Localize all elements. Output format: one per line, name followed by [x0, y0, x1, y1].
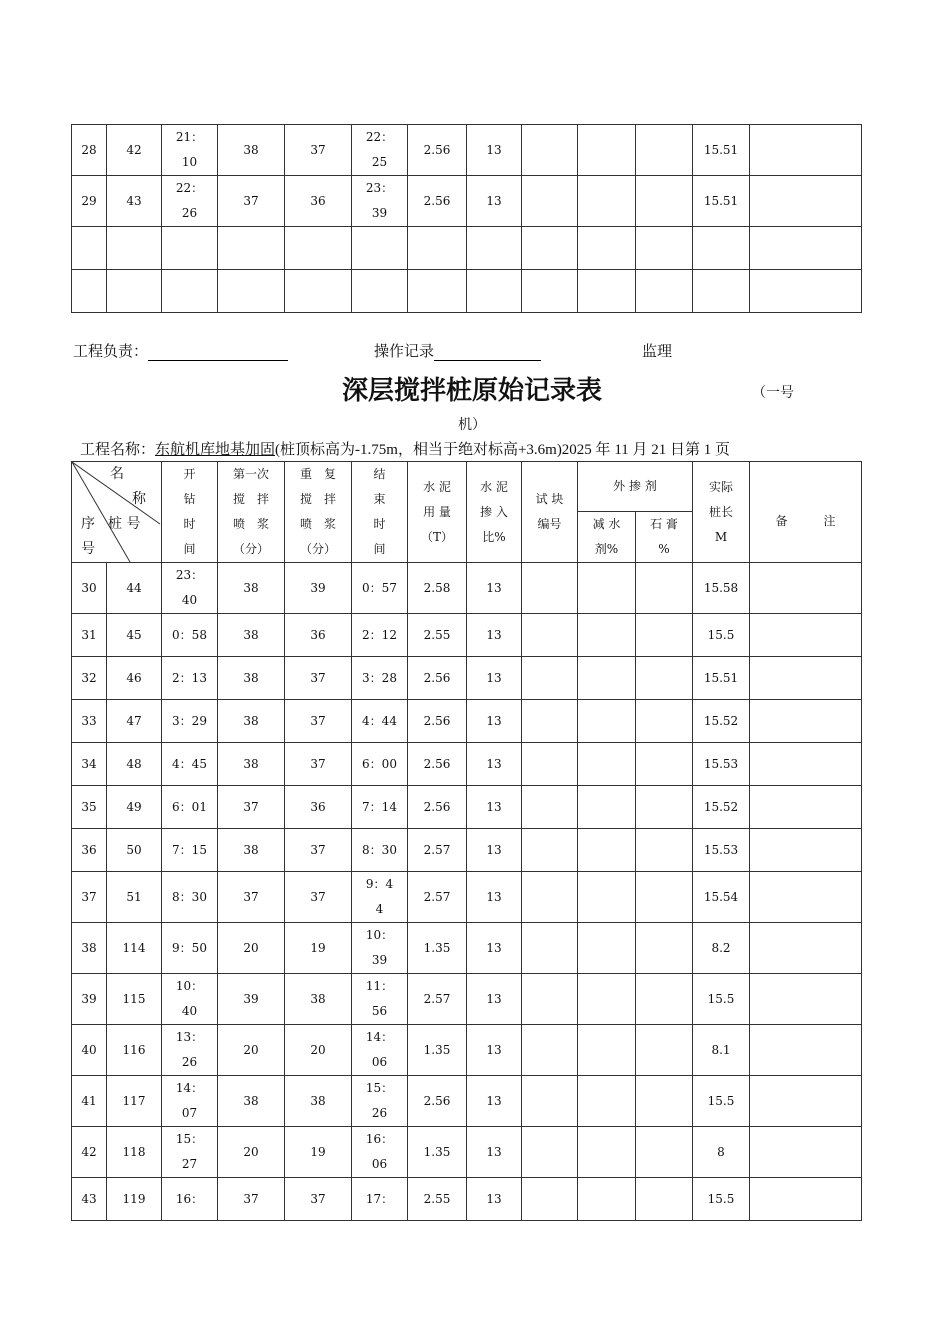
pile-cell: [107, 270, 162, 313]
first-mix-cell: 38: [218, 563, 285, 614]
ratio-cell: 13: [467, 829, 522, 872]
cement-cell: 2.58: [408, 563, 467, 614]
cement-cell: 2.57: [408, 974, 467, 1025]
cement-cell: 1.35: [408, 1025, 467, 1076]
end-time-cell: 0：57: [352, 563, 408, 614]
block-cell: [522, 563, 578, 614]
ratio-cell: 13: [467, 614, 522, 657]
first-mix-cell: 37: [218, 786, 285, 829]
repeat-mix-cell: 37: [285, 125, 352, 176]
start-time-cell: 7：15: [162, 829, 218, 872]
first-mix-cell: 37: [218, 176, 285, 227]
machine-label: （一号: [752, 385, 794, 401]
supervisor-signature: [642, 340, 672, 361]
length-cell: 15.51: [693, 176, 750, 227]
table-row: [72, 227, 862, 270]
pile-cell: 115: [107, 974, 162, 1025]
first-mix-cell: [218, 227, 285, 270]
note-cell: [750, 563, 862, 614]
end-time-cell: 7：14: [352, 786, 408, 829]
start-time-cell: 22： 26: [162, 176, 218, 227]
start-time-cell: 0：58: [162, 614, 218, 657]
ratio-cell: 13: [467, 872, 522, 923]
ratio-cell: 13: [467, 125, 522, 176]
gypsum-cell: [636, 786, 693, 829]
note-cell: [750, 1178, 862, 1221]
repeat-mix-cell: [285, 270, 352, 313]
pile-cell: 44: [107, 563, 162, 614]
header-repeat: 重 复 搅 拌 喷 浆 （分）: [285, 462, 352, 563]
note-cell: [750, 657, 862, 700]
pile-cell: 48: [107, 743, 162, 786]
start-time-cell: [162, 270, 218, 313]
start-time-cell: 13： 26: [162, 1025, 218, 1076]
first-mix-cell: 38: [218, 829, 285, 872]
block-cell: [522, 700, 578, 743]
ratio-cell: 13: [467, 743, 522, 786]
gypsum-cell: [636, 1178, 693, 1221]
length-cell: 15.5: [693, 1076, 750, 1127]
cement-cell: 2.55: [408, 614, 467, 657]
project-label: 工程名称：: [80, 442, 156, 458]
seq-cell: 41: [72, 1076, 107, 1127]
repeat-mix-cell: 20: [285, 1025, 352, 1076]
end-time-cell: 23： 39: [352, 176, 408, 227]
start-time-cell: 16：: [162, 1178, 218, 1221]
gypsum-cell: [636, 125, 693, 176]
first-mix-cell: 38: [218, 614, 285, 657]
first-mix-cell: 37: [218, 1178, 285, 1221]
cement-cell: 2.56: [408, 786, 467, 829]
end-time-cell: 2：12: [352, 614, 408, 657]
seq-cell: 40: [72, 1025, 107, 1076]
table-row: [72, 829, 862, 872]
length-cell: 15.5: [693, 974, 750, 1025]
pile-cell: 117: [107, 1076, 162, 1127]
table-row: [72, 125, 862, 176]
header-end: 结 束 时 间: [352, 462, 408, 563]
start-time-cell: 2：13: [162, 657, 218, 700]
ratio-cell: [467, 270, 522, 313]
ratio-cell: 13: [467, 786, 522, 829]
ratio-cell: 13: [467, 923, 522, 974]
end-time-cell: 17：: [352, 1178, 408, 1221]
reducer-cell: [578, 700, 636, 743]
cement-cell: 2.57: [408, 872, 467, 923]
start-time-cell: 23： 40: [162, 563, 218, 614]
pile-cell: 45: [107, 614, 162, 657]
reducer-cell: [578, 872, 636, 923]
reducer-cell: [578, 270, 636, 313]
note-cell: [750, 872, 862, 923]
repeat-mix-cell: 37: [285, 872, 352, 923]
seq-cell: 29: [72, 176, 107, 227]
pile-cell: [107, 227, 162, 270]
ratio-cell: 13: [467, 176, 522, 227]
gypsum-cell: [636, 829, 693, 872]
pile-cell: 118: [107, 1127, 162, 1178]
start-time-cell: 8：30: [162, 872, 218, 923]
header-gypsum: 石 膏 %: [636, 512, 693, 563]
seq-cell: 35: [72, 786, 107, 829]
start-time-cell: 15： 27: [162, 1127, 218, 1178]
reducer-cell: [578, 1127, 636, 1178]
length-cell: [693, 270, 750, 313]
repeat-mix-cell: 38: [285, 974, 352, 1025]
repeat-mix-cell: 36: [285, 614, 352, 657]
engineer-label: 工程负责：: [73, 344, 149, 360]
table-row: [72, 700, 862, 743]
header-cement: 水 泥 用 量 （T）: [408, 462, 467, 563]
start-time-cell: 6：01: [162, 786, 218, 829]
table-row: [72, 657, 862, 700]
repeat-mix-cell: 37: [285, 829, 352, 872]
table-row: [72, 270, 862, 313]
cement-cell: 2.57: [408, 829, 467, 872]
repeat-mix-cell: 37: [285, 657, 352, 700]
seq-cell: 36: [72, 829, 107, 872]
note-cell: [750, 1076, 862, 1127]
reducer-cell: [578, 563, 636, 614]
length-cell: 15.53: [693, 743, 750, 786]
block-cell: [522, 657, 578, 700]
pile-cell: 43: [107, 176, 162, 227]
table-row: [72, 176, 862, 227]
seq-cell: [72, 227, 107, 270]
repeat-mix-cell: 36: [285, 786, 352, 829]
seq-cell: 39: [72, 974, 107, 1025]
header-ratio: 水 泥 掺 入 比%: [467, 462, 522, 563]
diagonal-header-cell: [72, 462, 162, 563]
length-cell: 15.51: [693, 125, 750, 176]
first-mix-cell: 38: [218, 743, 285, 786]
seq-cell: [72, 270, 107, 313]
seq-cell: 30: [72, 563, 107, 614]
note-cell: [750, 923, 862, 974]
note-cell: [750, 1025, 862, 1076]
pile-cell: 46: [107, 657, 162, 700]
gypsum-cell: [636, 743, 693, 786]
gypsum-cell: [636, 923, 693, 974]
ratio-cell: 13: [467, 700, 522, 743]
repeat-mix-cell: 39: [285, 563, 352, 614]
seq-cell: 38: [72, 923, 107, 974]
note-cell: [750, 700, 862, 743]
note-cell: [750, 829, 862, 872]
end-time-cell: 15： 26: [352, 1076, 408, 1127]
header-start: 开 钻 时 间: [162, 462, 218, 563]
pile-cell: 116: [107, 1025, 162, 1076]
block-cell: [522, 829, 578, 872]
reducer-cell: [578, 1178, 636, 1221]
table-row: [72, 923, 862, 974]
pile-cell: 47: [107, 700, 162, 743]
header-cheng: 称: [132, 491, 146, 507]
seq-cell: 33: [72, 700, 107, 743]
block-cell: [522, 176, 578, 227]
start-time-cell: 3：29: [162, 700, 218, 743]
gypsum-cell: [636, 1025, 693, 1076]
end-time-cell: 16： 06: [352, 1127, 408, 1178]
header-block: 试 块 编号: [522, 462, 578, 563]
seq-cell: 43: [72, 1178, 107, 1221]
start-time-cell: 10： 40: [162, 974, 218, 1025]
operator-label: 操作记录: [374, 344, 435, 360]
length-cell: 8: [693, 1127, 750, 1178]
first-mix-cell: 20: [218, 1127, 285, 1178]
first-mix-cell: 38: [218, 1076, 285, 1127]
reducer-cell: [578, 657, 636, 700]
reducer-cell: [578, 1025, 636, 1076]
note-cell: [750, 786, 862, 829]
reducer-cell: [578, 743, 636, 786]
end-time-cell: [352, 227, 408, 270]
repeat-mix-cell: 37: [285, 743, 352, 786]
length-cell: 15.58: [693, 563, 750, 614]
repeat-mix-cell: 37: [285, 700, 352, 743]
table-row: [72, 743, 862, 786]
end-time-cell: 4：44: [352, 700, 408, 743]
gypsum-cell: [636, 176, 693, 227]
start-time-cell: 9：50: [162, 923, 218, 974]
first-mix-cell: 37: [218, 872, 285, 923]
reducer-cell: [578, 786, 636, 829]
header-admix: 外 掺 剂: [578, 462, 693, 512]
length-cell: 15.51: [693, 657, 750, 700]
ratio-cell: 13: [467, 563, 522, 614]
end-time-cell: 8：30: [352, 829, 408, 872]
supervisor-label: 监理: [642, 344, 673, 360]
reducer-cell: [578, 614, 636, 657]
length-cell: 15.5: [693, 614, 750, 657]
cement-cell: 2.56: [408, 743, 467, 786]
operator-line[interactable]: [434, 344, 541, 361]
cement-cell: 1.35: [408, 923, 467, 974]
block-cell: [522, 1127, 578, 1178]
block-cell: [522, 1076, 578, 1127]
block-cell: [522, 1178, 578, 1221]
first-mix-cell: 38: [218, 700, 285, 743]
first-mix-cell: 38: [218, 125, 285, 176]
header-pile: 桩 号: [108, 516, 141, 532]
table-row: [72, 563, 862, 614]
gypsum-cell: [636, 614, 693, 657]
seq-cell: 32: [72, 657, 107, 700]
cement-cell: 2.56: [408, 125, 467, 176]
length-cell: 15.53: [693, 829, 750, 872]
engineer-signature: [73, 340, 288, 361]
seq-cell: 31: [72, 614, 107, 657]
cement-cell: 2.56: [408, 700, 467, 743]
end-time-cell: 14： 06: [352, 1025, 408, 1076]
repeat-mix-cell: 37: [285, 1178, 352, 1221]
start-time-cell: 14： 07: [162, 1076, 218, 1127]
reducer-cell: [578, 176, 636, 227]
note-cell: [750, 1127, 862, 1178]
note-cell: [750, 270, 862, 313]
length-cell: [693, 227, 750, 270]
gypsum-cell: [636, 657, 693, 700]
length-cell: 15.52: [693, 786, 750, 829]
note-cell: [750, 743, 862, 786]
pile-cell: 42: [107, 125, 162, 176]
seq-cell: 28: [72, 125, 107, 176]
table-row: [72, 1178, 862, 1221]
block-cell: [522, 743, 578, 786]
gypsum-cell: [636, 1127, 693, 1178]
cement-cell: 2.56: [408, 657, 467, 700]
reducer-cell: [578, 974, 636, 1025]
project-name: 东航机库地基加固: [155, 442, 276, 458]
repeat-mix-cell: 19: [285, 923, 352, 974]
ratio-cell: 13: [467, 1076, 522, 1127]
reducer-cell: [578, 227, 636, 270]
length-cell: 15.52: [693, 700, 750, 743]
reducer-cell: [578, 829, 636, 872]
header-name: 名: [110, 466, 124, 482]
reducer-cell: [578, 923, 636, 974]
first-mix-cell: 20: [218, 1025, 285, 1076]
end-time-cell: 6：00: [352, 743, 408, 786]
repeat-mix-cell: 36: [285, 176, 352, 227]
length-cell: 8.2: [693, 923, 750, 974]
start-time-cell: [162, 227, 218, 270]
gypsum-cell: [636, 563, 693, 614]
first-mix-cell: 20: [218, 923, 285, 974]
end-time-cell: 11： 56: [352, 974, 408, 1025]
header-reducer: 减 水 剂%: [578, 512, 636, 563]
note-cell: [750, 125, 862, 176]
pile-cell: 49: [107, 786, 162, 829]
cement-cell: [408, 270, 467, 313]
pile-cell: 51: [107, 872, 162, 923]
machine-label-end: 机）: [458, 417, 486, 433]
table-row: [72, 786, 862, 829]
note-cell: [750, 974, 862, 1025]
ratio-cell: 13: [467, 1178, 522, 1221]
reducer-cell: [578, 1076, 636, 1127]
cement-cell: 2.56: [408, 176, 467, 227]
project-detail: (桩顶标高为-1.75m，相当于绝对标高+3.6m)2025 年 11 月 21 日第 1 页: [275, 442, 731, 458]
gypsum-cell: [636, 270, 693, 313]
seq-cell: 34: [72, 743, 107, 786]
note-cell: [750, 227, 862, 270]
previous-page-table: [71, 124, 862, 313]
engineer-line[interactable]: [148, 344, 288, 361]
operator-signature: [374, 340, 541, 361]
seq-cell: 42: [72, 1127, 107, 1178]
table-row: [72, 1127, 862, 1178]
length-cell: 15.5: [693, 1178, 750, 1221]
pile-cell: 119: [107, 1178, 162, 1221]
repeat-mix-cell: 19: [285, 1127, 352, 1178]
note-cell: [750, 614, 862, 657]
start-time-cell: 21： 10: [162, 125, 218, 176]
block-cell: [522, 270, 578, 313]
cement-cell: 1.35: [408, 1127, 467, 1178]
pile-cell: 50: [107, 829, 162, 872]
pile-record-table: [71, 461, 862, 1221]
pile-cell: 114: [107, 923, 162, 974]
block-cell: [522, 872, 578, 923]
table-row: [72, 614, 862, 657]
length-cell: 8.1: [693, 1025, 750, 1076]
table-row: [72, 1076, 862, 1127]
first-mix-cell: 38: [218, 657, 285, 700]
block-cell: [522, 974, 578, 1025]
cement-cell: [408, 227, 467, 270]
table-row: [72, 872, 862, 923]
ratio-cell: 13: [467, 1025, 522, 1076]
block-cell: [522, 614, 578, 657]
gypsum-cell: [636, 700, 693, 743]
gypsum-cell: [636, 872, 693, 923]
end-time-cell: 9：4 4: [352, 872, 408, 923]
ratio-cell: [467, 227, 522, 270]
gypsum-cell: [636, 974, 693, 1025]
header-first: 第一次 搅 拌 喷 浆 （分）: [218, 462, 285, 563]
ratio-cell: 13: [467, 657, 522, 700]
repeat-mix-cell: 38: [285, 1076, 352, 1127]
first-mix-cell: 39: [218, 974, 285, 1025]
ratio-cell: 13: [467, 1127, 522, 1178]
gypsum-cell: [636, 227, 693, 270]
header-note: 备 注: [750, 462, 862, 563]
end-time-cell: 22： 25: [352, 125, 408, 176]
block-cell: [522, 125, 578, 176]
end-time-cell: 10： 39: [352, 923, 408, 974]
seq-cell: 37: [72, 872, 107, 923]
ratio-cell: 13: [467, 974, 522, 1025]
repeat-mix-cell: [285, 227, 352, 270]
document-title: 深层搅拌桩原始记录表: [341, 376, 602, 406]
block-cell: [522, 1025, 578, 1076]
block-cell: [522, 227, 578, 270]
table-row: [72, 974, 862, 1025]
start-time-cell: 4：45: [162, 743, 218, 786]
note-cell: [750, 176, 862, 227]
header-seq: 序: [81, 516, 95, 532]
length-cell: 15.54: [693, 872, 750, 923]
header-hao: 号: [81, 541, 95, 557]
header-length: 实际 桩长 M: [693, 462, 750, 563]
end-time-cell: [352, 270, 408, 313]
reducer-cell: [578, 125, 636, 176]
first-mix-cell: [218, 270, 285, 313]
end-time-cell: 3：28: [352, 657, 408, 700]
block-cell: [522, 786, 578, 829]
gypsum-cell: [636, 1076, 693, 1127]
block-cell: [522, 923, 578, 974]
table-row: [72, 1025, 862, 1076]
cement-cell: 2.56: [408, 1076, 467, 1127]
cement-cell: 2.55: [408, 1178, 467, 1221]
project-line: [80, 438, 730, 459]
